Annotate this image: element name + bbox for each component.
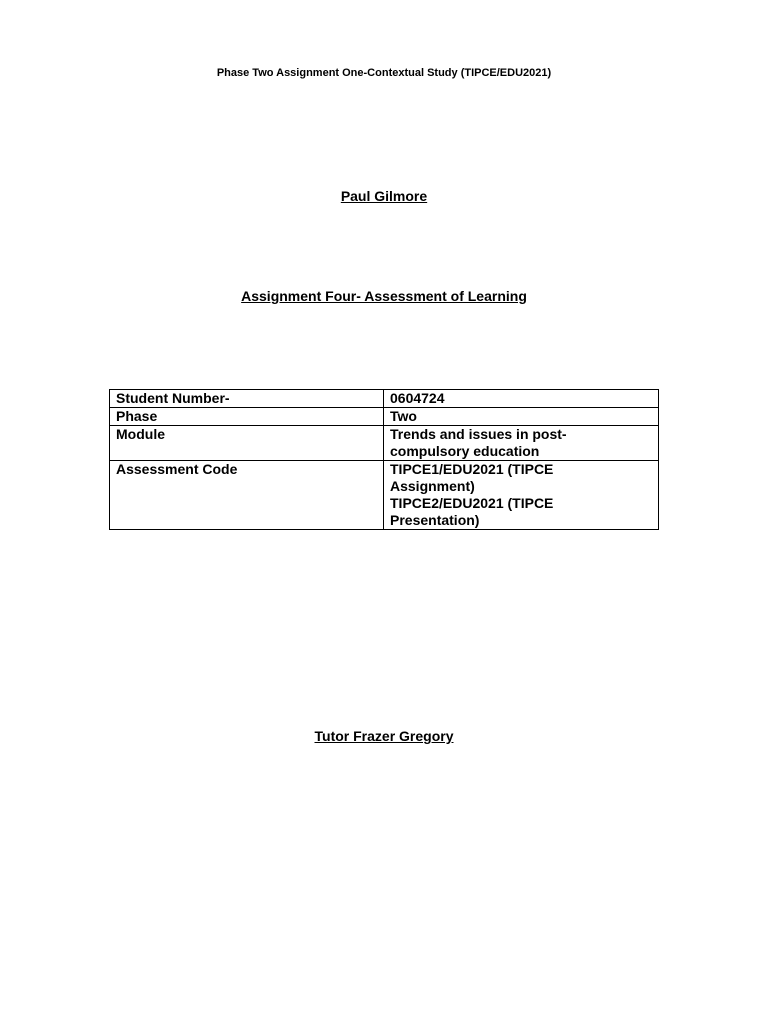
table-row [110,390,659,408]
row-label: Module [110,426,384,461]
row-value [384,426,659,461]
info-table [109,389,659,530]
row-value-line: 0604724 [390,390,445,406]
row-value-line: TIPCE2/EDU2021 (TIPCE [390,495,554,511]
row-value [384,408,659,426]
row-value-line: Two [390,408,417,424]
page-header: Phase Two Assignment One-Contextual Study (TIPCE/EDU2021) [216,67,552,79]
row-value-line: TIPCE1/EDU2021 (TIPCE [390,461,554,477]
row-value [384,390,659,408]
table-row [110,426,659,461]
table-row [110,461,659,530]
row-value-line: compulsory education [390,443,540,459]
row-label: Student Number- [110,390,384,408]
tutor-name: Tutor Frazer Gregory [314,728,454,744]
row-value-line: Assignment) [390,478,475,494]
table-row [110,408,659,426]
author-name: Paul Gilmore [340,188,428,204]
row-label: Phase [110,408,384,426]
row-value [384,461,659,530]
assignment-title: Assignment Four- Assessment of Learning [241,288,527,304]
row-label: Assessment Code [110,461,384,530]
row-value-line: Presentation) [390,512,480,528]
row-value-line: Trends and issues in post- [390,426,567,442]
